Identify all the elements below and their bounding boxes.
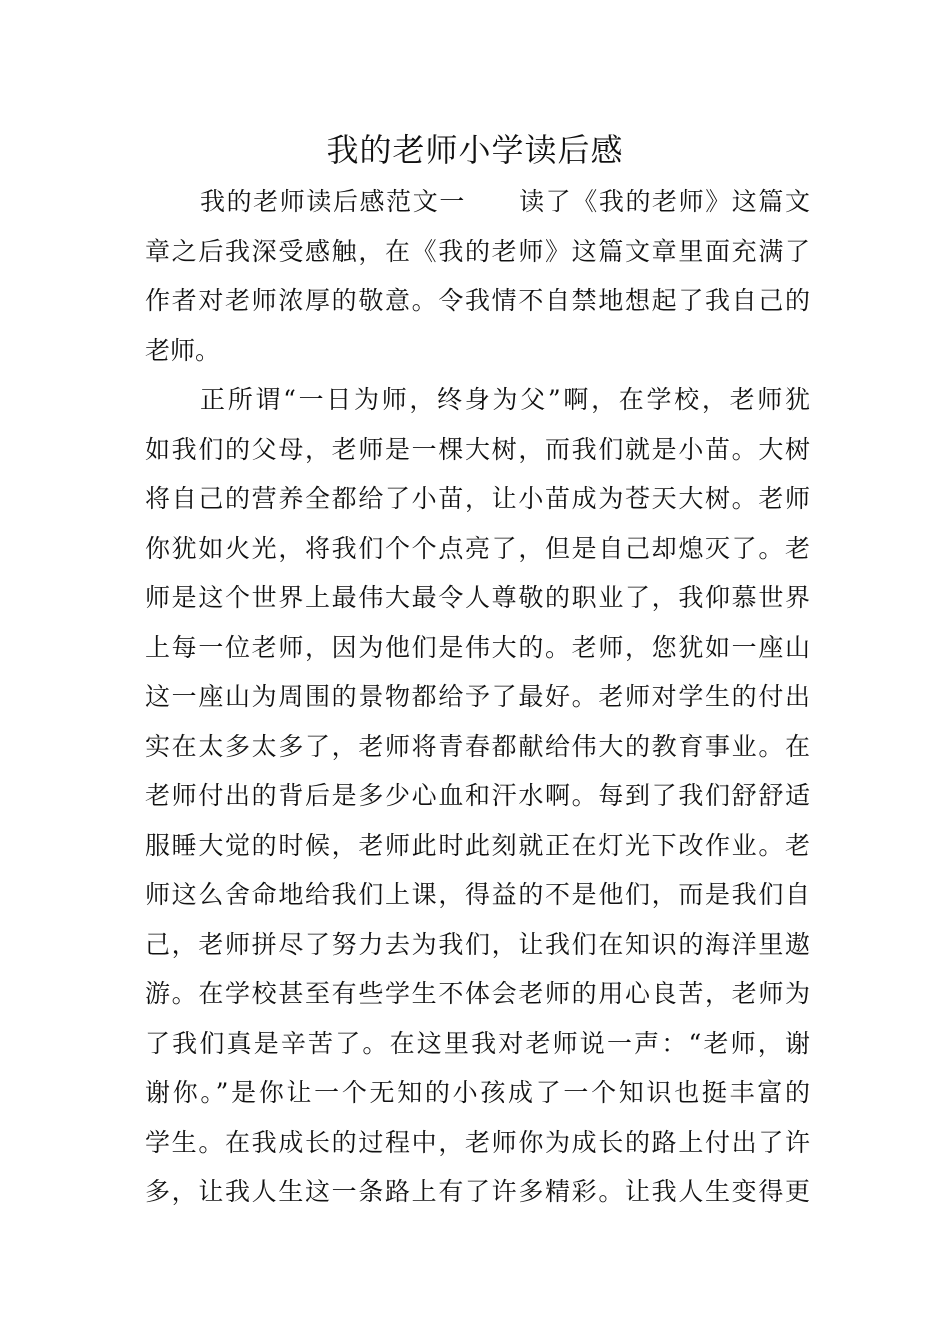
text-line: 作者对老师浓厚的敬意。令我情不自禁地想起了我自己的 bbox=[145, 286, 810, 315]
text-line: 上每一位老师，因为他们是伟大的。老师，您犹如一座山 bbox=[145, 632, 810, 662]
text-line: 你犹如火光，将我们个个点亮了，但是自己却熄灭了。老 bbox=[145, 533, 810, 563]
text-line: 师这么舍命地给我们上课，得益的不是他们，而是我们自 bbox=[145, 880, 810, 909]
text-line: 老师。 bbox=[145, 335, 221, 365]
text-line: 己，老师拼尽了努力去为我们，让我们在知识的海洋里遨 bbox=[145, 929, 810, 959]
text-line: 游。在学校甚至有些学生不体会老师的用心良苦，老师为 bbox=[145, 979, 810, 1008]
text-line: 服睡大觉的时候，老师此时此刻就正在灯光下改作业。老 bbox=[145, 830, 810, 860]
text-line: 章之后我深受感触，在《我的老师》这篇文章里面充满了 bbox=[145, 236, 810, 266]
text-line: 实在太多太多了，老师将青春都献给伟大的教育事业。在 bbox=[145, 731, 810, 761]
text-line: 师是这个世界上最伟大最令人尊敬的职业了，我仰慕世界 bbox=[145, 583, 810, 612]
text-line: 正所谓“一日为师，终身为父”啊，在学校，老师犹 bbox=[200, 385, 810, 414]
text-line: 将自己的营养全都给了小苗，让小苗成为苍天大树。老师 bbox=[145, 484, 810, 513]
text-line: 学生。在我成长的过程中，老师你为成长的路上付出了许 bbox=[145, 1127, 810, 1157]
text-line: 这一座山为周围的景物都给予了最好。老师对学生的付出 bbox=[145, 682, 810, 711]
text-line: 我的老师读后感范文一 读了《我的老师》这篇文 bbox=[200, 187, 810, 216]
text-line: 多，让我人生这一条路上有了许多精彩。让我人生变得更 bbox=[145, 1177, 810, 1206]
text-line: 谢你。”是你让一个无知的小孩成了一个知识也挺丰富的 bbox=[145, 1078, 810, 1107]
document-body bbox=[145, 177, 810, 1217]
text-line: 如我们的父母，老师是一棵大树，而我们就是小苗。大树 bbox=[145, 434, 810, 464]
document-title: 我的老师小学读后感 bbox=[326, 131, 624, 169]
text-line: 老师付出的背后是多少心血和汗水啊。每到了我们舒舒适 bbox=[145, 781, 810, 810]
text-line: 了我们真是辛苦了。在这里我对老师说一声：“老师，谢 bbox=[145, 1028, 810, 1058]
